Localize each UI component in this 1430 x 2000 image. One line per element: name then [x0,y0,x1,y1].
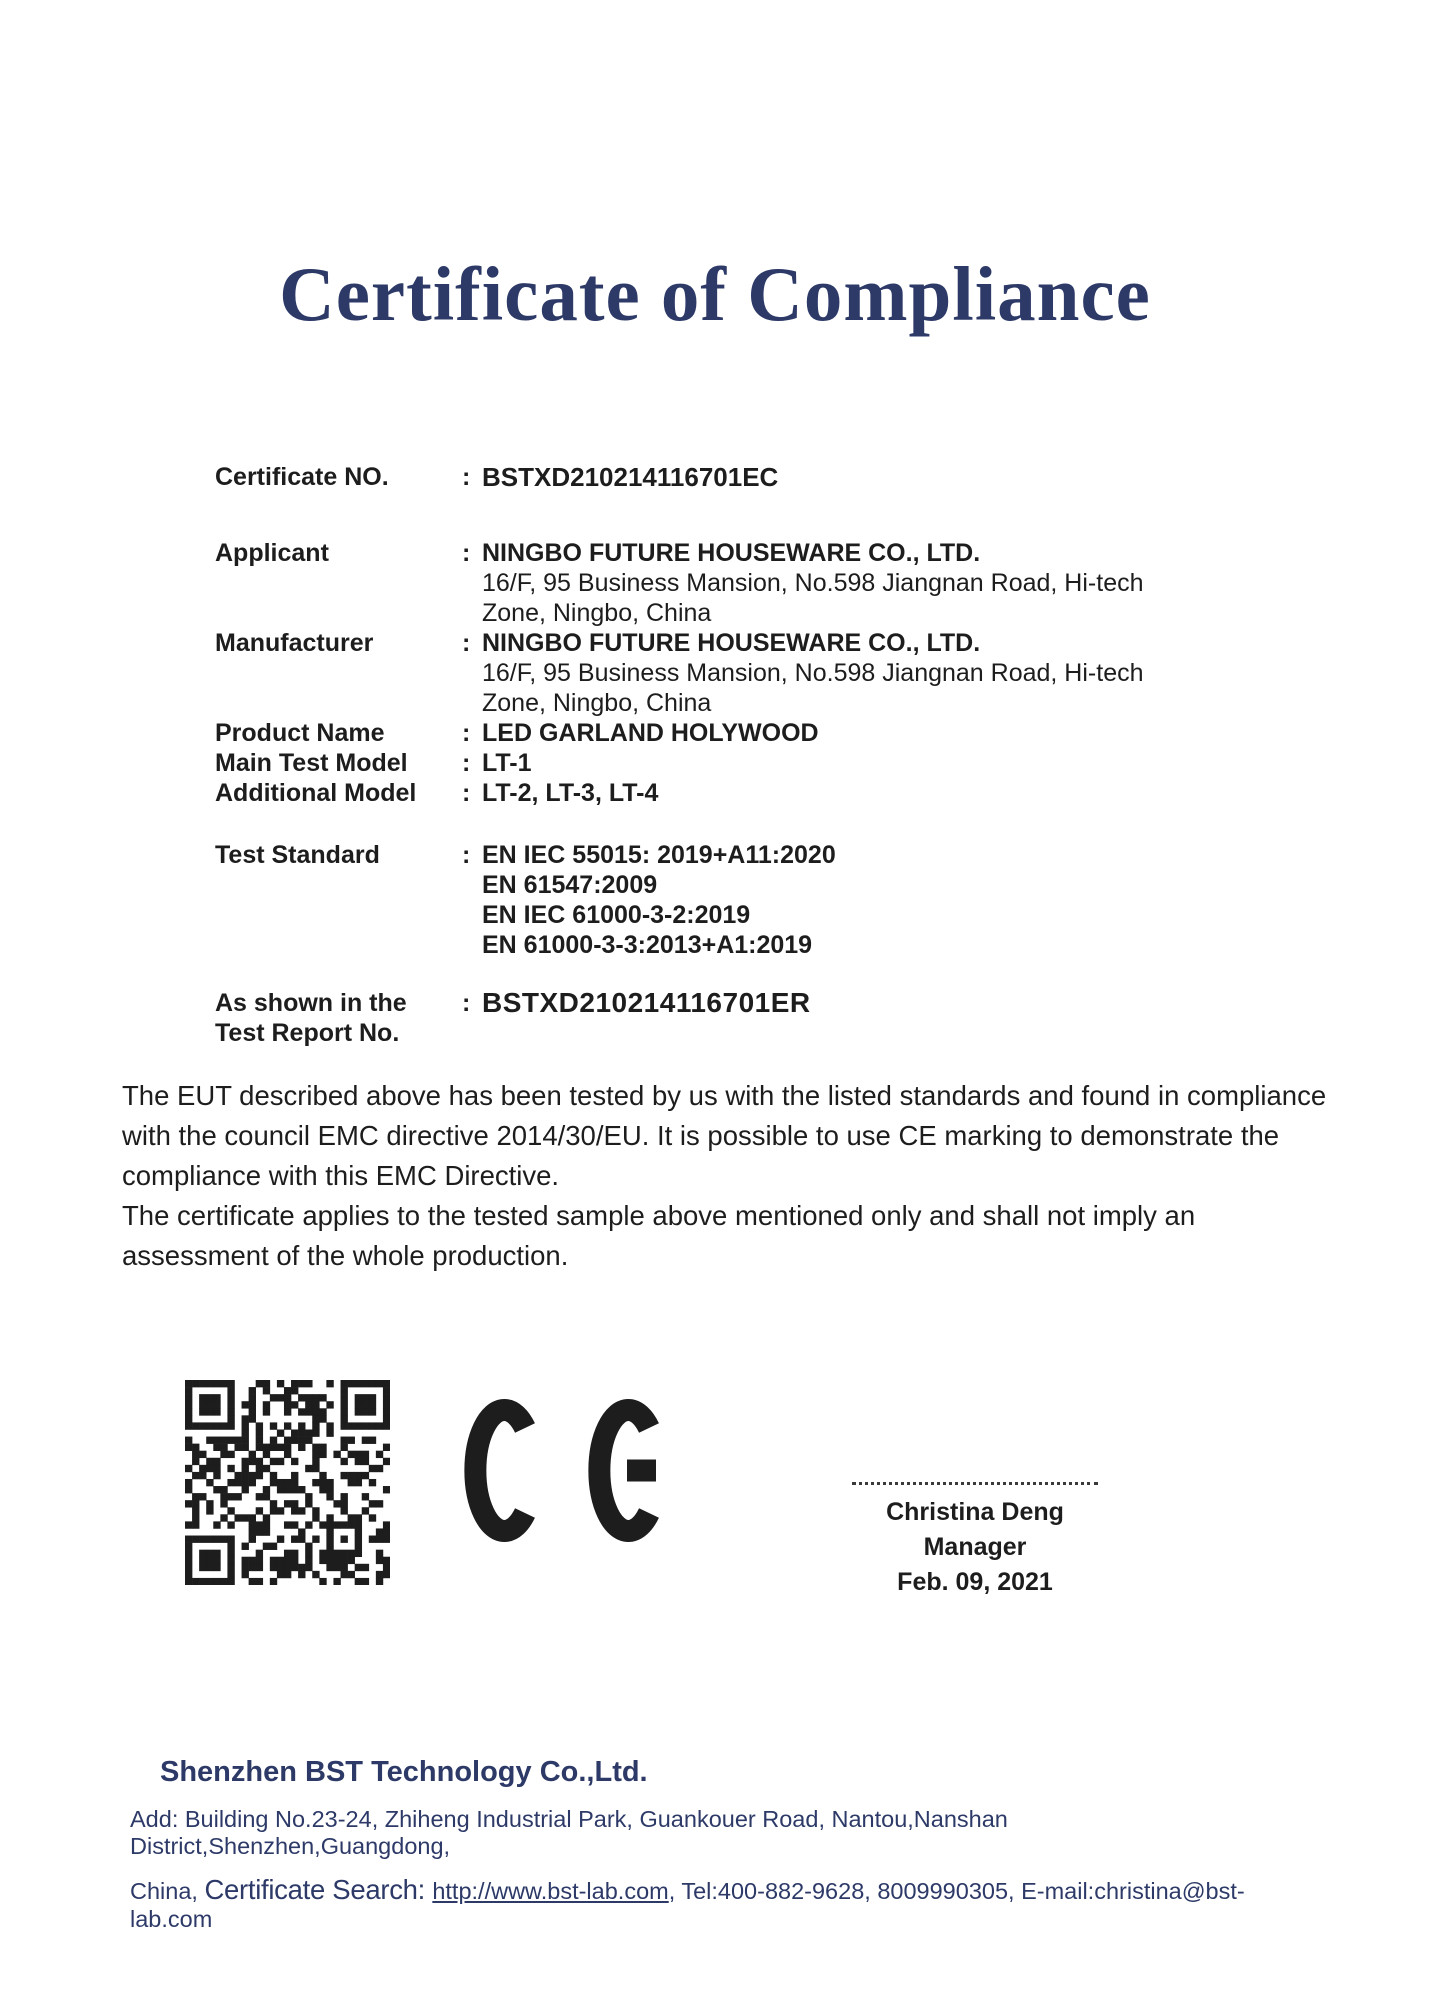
certificate-field-row [215,988,1315,1048]
signature-dotted-line [852,1482,1098,1485]
certificate-field-row [215,462,1315,492]
field-value: EN IEC 55015: 2019+A11:2020 EN 61547:2009 EN IEC 61000-3-2:2019 EN 61000-3-3:2013+A1:2019 [482,841,836,959]
field-label: Product Name [215,719,385,747]
certificate-field-row [215,628,1315,718]
field-label: Additional Model [215,779,417,807]
signatory-title: Manager [923,1533,1027,1561]
field-label: Applicant [215,539,329,567]
signature-date: Feb. 09, 2021 [897,1568,1053,1596]
field-label: Main Test Model [215,749,408,777]
footer-company-name: Shenzhen BST Technology Co.,Ltd. [160,1756,648,1788]
field-value: BSTXD210214116701EC [482,462,779,492]
field-value: LT-1 [482,749,532,777]
field-colon: : [462,629,471,657]
field-value: NINGBO FUTURE HOUSEWARE CO., LTD. 16/F, 95 Business Mansion, No.598 Jiangnan Road, Hi-tech Zone, Ningbo, China [482,539,1144,627]
field-colon: : [462,779,471,807]
certificate-statement [122,1076,1347,1276]
field-value: LED GARLAND HOLYWOOD [482,719,819,747]
field-label: Test Standard [215,841,380,869]
field-colon: : [462,749,471,777]
field-colon: : [462,719,471,747]
field-value: NINGBO FUTURE HOUSEWARE CO., LTD. 16/F, 95 Business Mansion, No.598 Jiangnan Road, Hi-tech Zone, Ningbo, China [482,629,1144,717]
field-value: LT-2, LT-3, LT-4 [482,779,659,807]
statement-paragraph: The certificate applies to the tested sample above mentioned only and shall not imply an assessment of the whole production. [122,1200,1196,1271]
statement-paragraph: The EUT described above has been tested by us with the listed standards and found in compliance with the council EMC directive 2014/30/EU. It is possible to use CE marking to demonstrate the compliance with this EMC Directive. [122,1080,1327,1191]
qr-code-icon [185,1380,390,1585]
field-value: BSTXD210214116701ER [482,987,811,1018]
signature-block [852,1482,1098,1600]
certificate-field-row [215,778,1315,808]
ce-letter-c [462,1399,542,1542]
field-colon: : [462,463,471,491]
footer-contact [130,1874,1320,1933]
footer-search-url[interactable]: http://www.bst-lab.com [432,1878,669,1904]
field-colon: : [462,989,471,1017]
ce-mark-icon [462,1399,666,1542]
field-label: Manufacturer [215,629,374,657]
certificate-field-row [215,538,1315,628]
footer-contact-prefix: China, [130,1878,205,1904]
field-colon: : [462,539,471,567]
footer-address: Add: Building No.23-24, Zhiheng Industrial Park, Guankouer Road, Nantou,Nanshan District,Shenzhen,Guangdong, [130,1806,1008,1859]
certificate-field-row [215,718,1315,748]
field-label: As shown in the Test Report No. [215,989,407,1047]
footer [130,1756,1320,1933]
certificate-field-row [215,748,1315,778]
certificate-title: Certificate of Compliance [279,251,1151,337]
footer-search-label: Certificate Search: [204,1874,433,1905]
certificate-field-row [215,840,1315,960]
field-colon: : [462,841,471,869]
footer-contact-suffix: , Tel:400-882-9628, 8009990305, E-mail:christina@bst-lab.com [130,1878,1245,1932]
certificate-fields [215,462,1315,1048]
ce-letter-e [586,1399,666,1542]
field-label: Certificate NO. [215,463,389,491]
signatory-name: Christina Deng [886,1498,1064,1526]
